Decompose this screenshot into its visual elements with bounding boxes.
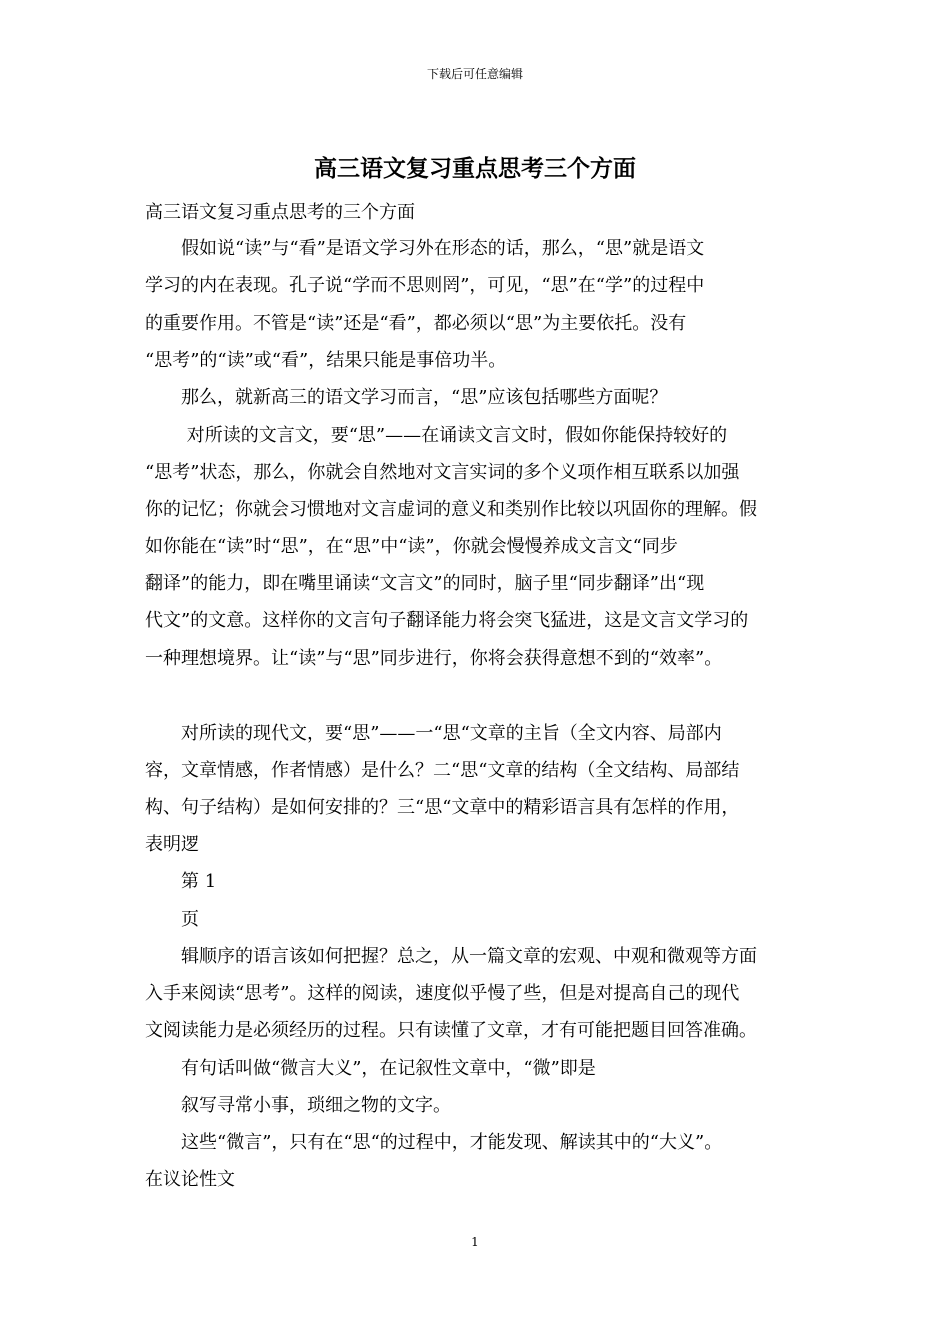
body-line: “思考”状态，那么，你就会自然地对文言实词的多个义项作相互联系以加强 [145, 462, 740, 483]
document-title: 高三语文复习重点思考三个方面 [314, 155, 636, 182]
body-line: 的重要作用。不管是“读”还是“看”，都必须以“思”为主要依托。没有 [145, 313, 687, 334]
body-line: 你的记忆；你就会习惯地对文言虚词的意义和类别作比较以巩固你的理解。假 [145, 499, 757, 520]
body-line: 表明逻 [145, 834, 199, 855]
body-line: 对所读的现代文，要“思”——一“思“文章的主旨（全文内容、局部内 [145, 723, 722, 744]
body-line: 一种理想境界。让“读”与“思”同步进行，你将会获得意想不到的“效率”。 [145, 648, 723, 669]
body-line: 在议论性文 [145, 1169, 235, 1190]
body-line: 第 1 [145, 871, 217, 892]
body-line: 有句话叫做“微言大义”，在记叙性文章中，“微”即是 [145, 1058, 596, 1079]
body-line: 入手来阅读“思考”。这样的阅读，速度似乎慢了些，但是对提高自己的现代 [145, 983, 740, 1004]
body-line: 那么，就新高三的语文学习而言，“思”应该包括哪些方面呢？ [145, 387, 668, 408]
body-line: 容，文章情感，作者情感）是什么？二“思“文章的结构（全文结构、局部结 [145, 760, 740, 781]
page-header: 下载后可任意编辑 [426, 67, 523, 81]
body-line: 页 [145, 909, 199, 930]
body-line: 对所读的文言文，要“思”——在诵读文言文时，假如你能保持较好的 [145, 425, 728, 446]
body-line: 学习的内在表现。孔子说“学而不思则罔”，可见，“思”在“学”的过程中 [145, 275, 705, 296]
body-line: 假如说“读”与“看”是语文学习外在形态的话，那么，“思”就是语文 [145, 238, 705, 259]
subtitle-line: 高三语文复习重点思考的三个方面 [145, 202, 415, 223]
body-line: 叙写寻常小事，琐细之物的文字。 [145, 1095, 451, 1116]
body-line: 翻译”的能力，即在嘴里诵读“文言文”的同时，脑子里“同步翻译”出“现 [145, 573, 705, 594]
page-number: 1 [471, 1235, 479, 1249]
body-line: 如你能在“读”时“思”，在“思”中“读”，你就会慢慢养成文言文“同步 [145, 536, 678, 557]
body-line: 构、句子结构）是如何安排的？三“思“文章中的精彩语言具有怎样的作用， [145, 797, 740, 818]
body-line: 代文”的文意。这样你的文言句子翻译能力将会突飞猛进，这是文言文学习的 [145, 610, 749, 631]
body-line: 辑顺序的语言该如何把握？总之，从一篇文章的宏观、中观和微观等方面 [145, 946, 757, 967]
body-line: 这些“微言”，只有在“思“的过程中，才能发现、解读其中的“大义”。 [145, 1132, 723, 1153]
body-line: 文阅读能力是必须经历的过程。只有读懂了文章，才有可能把题目回答准确。 [145, 1020, 757, 1041]
body-line: “思考”的“读”或“看”，结果只能是事倍功半。 [145, 350, 507, 371]
